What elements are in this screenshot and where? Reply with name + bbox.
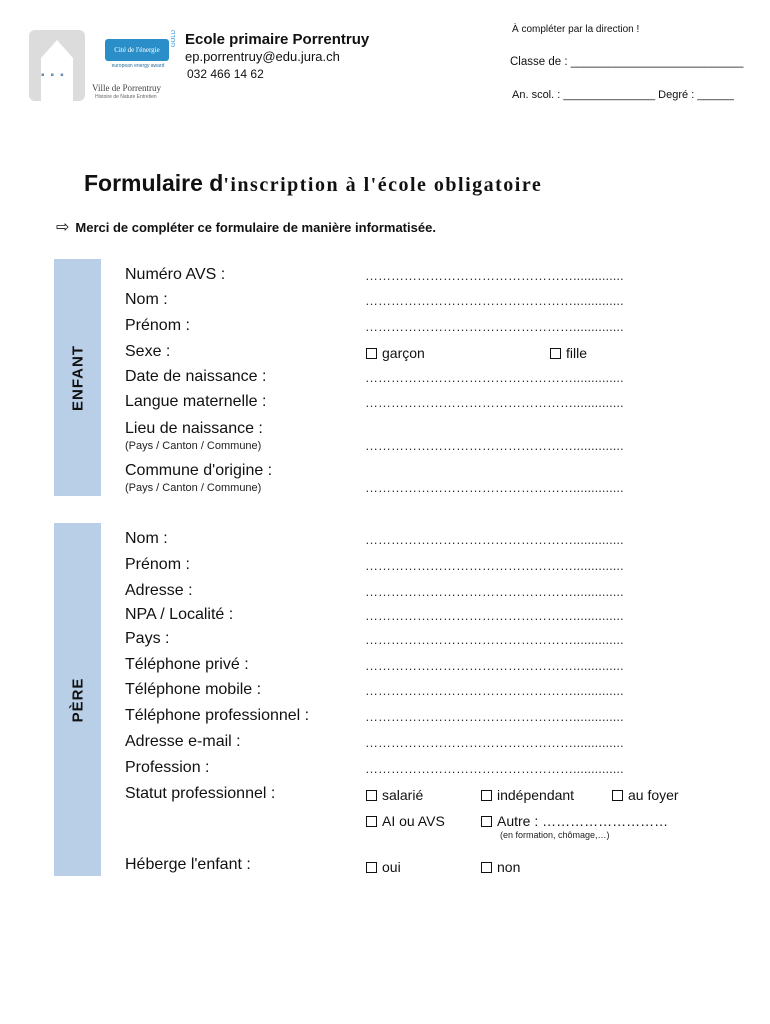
- energy-city-logo: Cité de l'énergie: [105, 39, 169, 61]
- checkbox-fille[interactable]: fille: [550, 345, 587, 361]
- checkbox-non[interactable]: non: [481, 859, 520, 875]
- field-tel-prive[interactable]: …………………………………………..............: [365, 658, 624, 673]
- field-tel-mobile[interactable]: …………………………………………..............: [365, 683, 624, 698]
- label-sexe: Sexe :: [125, 343, 171, 360]
- field-numero-avs[interactable]: …………………………………………..............: [365, 268, 624, 283]
- checkbox-icon: [481, 862, 492, 873]
- label-adresse: Adresse :: [125, 582, 193, 599]
- field-email[interactable]: …………………………………………..............: [365, 735, 624, 750]
- label-prenom-enfant: Prénom :: [125, 317, 190, 334]
- hint-autre: (en formation, chômage,…): [500, 830, 610, 840]
- ville-name: Ville de Porrentruy: [92, 83, 161, 93]
- field-adresse[interactable]: …………………………………………..............: [365, 584, 624, 599]
- instruction-notice: ⇨ Merci de compléter ce formulaire de manière informatisée.: [56, 219, 436, 236]
- checkbox-icon: [366, 862, 377, 873]
- label-tel-prive: Téléphone privé :: [125, 656, 249, 673]
- checkbox-ai-avs[interactable]: AI ou AVS: [366, 813, 445, 829]
- page-title: Formulaire d'inscription à l'école obligatoire: [84, 170, 543, 196]
- label-nom-pere: Nom :: [125, 530, 168, 547]
- checkbox-independant[interactable]: indépendant: [481, 787, 574, 803]
- label-tel-mobile: Téléphone mobile :: [125, 681, 262, 698]
- checkbox-icon: [366, 348, 377, 359]
- school-phone: 032 466 14 62: [187, 67, 264, 81]
- field-prenom-pere[interactable]: …………………………………………..............: [365, 558, 624, 573]
- section-label-pere: PÈRE: [54, 523, 101, 876]
- field-npa-localite[interactable]: …………………………………………..............: [365, 608, 624, 623]
- checkbox-icon: [366, 816, 377, 827]
- school-logo: ▪▪▪: [29, 30, 85, 101]
- label-statut-professionnel: Statut professionnel :: [125, 785, 276, 802]
- label-pays: Pays :: [125, 630, 170, 647]
- ville-tagline: Histoire de Nature Entretien: [95, 94, 157, 100]
- checkbox-oui[interactable]: oui: [366, 859, 401, 875]
- checkbox-icon: [481, 790, 492, 801]
- field-date-naissance[interactable]: …………………………………………..............: [365, 370, 624, 385]
- field-langue-maternelle[interactable]: …………………………………………..............: [365, 395, 624, 410]
- arrow-right-icon: ⇨: [56, 219, 70, 236]
- checkbox-icon: [550, 348, 561, 359]
- field-nom-enfant[interactable]: …………………………………………..............: [365, 293, 624, 308]
- checkbox-icon: [366, 790, 377, 801]
- label-email: Adresse e-mail :: [125, 733, 241, 750]
- label-lieu-naissance: Lieu de naissance :: [125, 420, 263, 437]
- field-profession[interactable]: …………………………………………..............: [365, 761, 624, 776]
- annee-degre-field[interactable]: An. scol. : _______________ Degré : ______: [512, 89, 735, 101]
- label-npa-localite: NPA / Localité :: [125, 606, 234, 623]
- label-commune-origine: Commune d'origine :: [125, 462, 273, 479]
- field-pays[interactable]: …………………………………………..............: [365, 632, 624, 647]
- label-langue-maternelle: Langue maternelle :: [125, 393, 267, 410]
- classe-field[interactable]: Classe de : ___________________________: [510, 56, 744, 68]
- label-prenom-pere: Prénom :: [125, 556, 190, 573]
- field-tel-professionnel[interactable]: …………………………………………..............: [365, 709, 624, 724]
- label-date-naissance: Date de naissance :: [125, 368, 267, 385]
- field-commune-origine[interactable]: …………………………………………..............: [365, 480, 624, 495]
- section-label-enfant: ENFANT: [54, 259, 101, 496]
- field-lieu-naissance[interactable]: …………………………………………..............: [365, 438, 624, 453]
- label-numero-avs: Numéro AVS :: [125, 266, 226, 283]
- direction-note: À compléter par la direction !: [512, 24, 640, 35]
- energy-award-text: european energy award: [111, 63, 165, 69]
- school-name: Ecole primaire Porrentruy: [185, 31, 370, 48]
- hint-lieu-naissance: (Pays / Canton / Commune): [125, 440, 262, 452]
- label-profession: Profession :: [125, 759, 210, 776]
- checkbox-au-foyer[interactable]: au foyer: [612, 787, 679, 803]
- hint-commune-origine: (Pays / Canton / Commune): [125, 482, 262, 494]
- checkbox-icon: [612, 790, 623, 801]
- gold-label: GOLD: [171, 30, 177, 48]
- checkbox-salarie[interactable]: salarié: [366, 787, 423, 803]
- checkbox-autre[interactable]: Autre : ………………………: [481, 813, 668, 829]
- field-nom-pere[interactable]: …………………………………………..............: [365, 532, 624, 547]
- checkbox-garcon[interactable]: garçon: [366, 345, 425, 361]
- label-nom-enfant: Nom :: [125, 291, 168, 308]
- school-email[interactable]: ep.porrentruy@edu.jura.ch: [185, 49, 340, 64]
- label-tel-professionnel: Téléphone professionnel :: [125, 707, 310, 724]
- checkbox-icon: [481, 816, 492, 827]
- field-prenom-enfant[interactable]: …………………………………………..............: [365, 319, 624, 334]
- label-heberge-enfant: Héberge l'enfant :: [125, 856, 251, 873]
